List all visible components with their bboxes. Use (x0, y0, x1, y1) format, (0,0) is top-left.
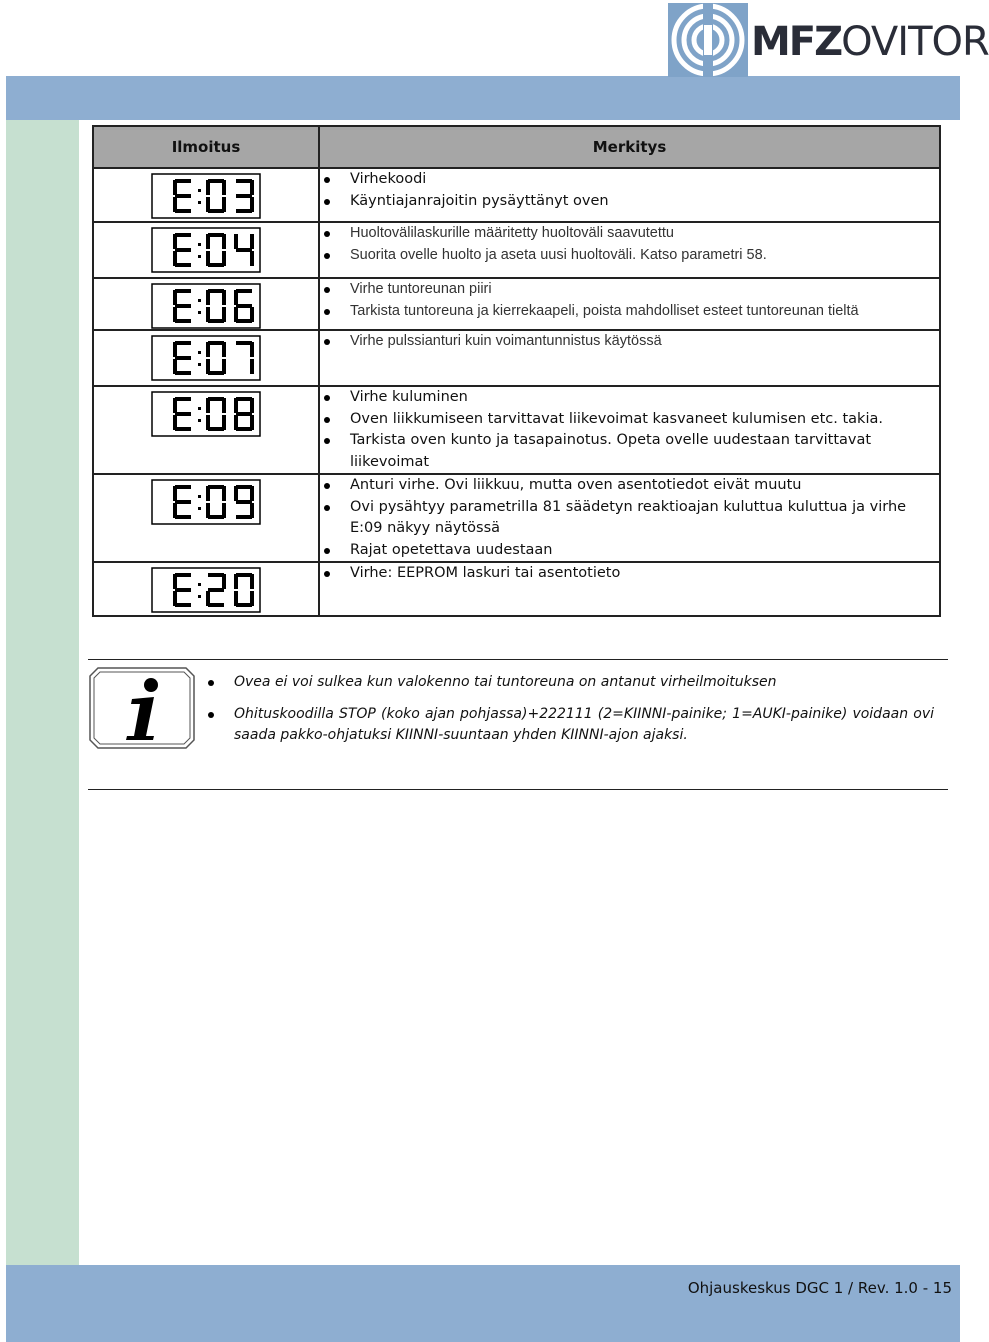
list-item: Tarkista tuntoreuna ja kierrekaapeli, poista mahdolliset esteet tuntoreunan tieltä (320, 301, 939, 323)
logo-mark-icon (668, 3, 748, 77)
seven-segment-display (151, 479, 261, 525)
list-item: Virhe tuntoreunan piiri (320, 279, 939, 301)
table-row (93, 222, 940, 278)
list-item: Tarkista oven kunto ja tasapainotus. Opeta ovelle uudestaan tarvittavat liikevoimat (320, 430, 939, 473)
header-code: Ilmoitus (93, 126, 319, 168)
list-item: Anturi virhe. Ovi liikkuu, mutta oven asentotiedot eivät muutu (320, 475, 939, 497)
logo-brand-thin: OVITOR (841, 19, 989, 65)
info-bottom-rule (88, 789, 948, 790)
meaning-cell (319, 474, 940, 562)
meaning-cell (319, 222, 940, 278)
info-icon (88, 666, 196, 750)
meaning-cell (319, 168, 940, 222)
list-item: Ovi pysähtyy parametrilla 81 säädetyn reaktioajan kuluttua kuluttua ja virhe E:09 näkyy näytössä (320, 497, 939, 540)
seven-segment-display (151, 335, 261, 381)
table-body (93, 168, 940, 616)
table-row (93, 562, 940, 616)
table-row (93, 330, 940, 386)
list-item: Huoltovälilaskurille määritetty huoltoväli saavutettu (320, 223, 939, 245)
bottom-color-band (6, 1265, 960, 1342)
code-cell (93, 474, 319, 562)
meaning-list (320, 563, 939, 585)
info-list (204, 672, 934, 757)
seven-segment-display (151, 283, 261, 329)
table-header-row (93, 126, 940, 168)
list-item: Suorita ovelle huolto ja aseta uusi huoltoväli. Katso parametri 58. (320, 245, 939, 267)
meaning-list (320, 331, 939, 353)
list-item: Virhe kuluminen (320, 387, 939, 409)
meaning-list (320, 387, 939, 473)
table-row (93, 474, 940, 562)
info-item: Ovea ei voi sulkea kun valokenno tai tuntoreuna on antanut virheilmoituksen (204, 672, 934, 693)
table-row (93, 386, 940, 474)
code-cell (93, 386, 319, 474)
table-row (93, 278, 940, 330)
list-item: Rajat opetettava uudestaan (320, 540, 939, 562)
code-cell (93, 222, 319, 278)
meaning-list (320, 475, 939, 561)
seven-segment-display (151, 567, 261, 613)
logo-wordmark (751, 19, 989, 65)
logo-brand: MFZ (751, 19, 842, 65)
code-cell (93, 168, 319, 222)
info-top-rule (88, 659, 948, 660)
table-row (93, 168, 940, 222)
code-cell (93, 330, 319, 386)
left-color-band (6, 76, 79, 1342)
meaning-cell (319, 562, 940, 616)
meaning-cell (319, 386, 940, 474)
top-color-band (6, 76, 960, 120)
company-logo (668, 3, 989, 77)
header-meaning: Merkitys (319, 126, 940, 168)
list-item: Virhekoodi (320, 169, 939, 191)
code-cell (93, 562, 319, 616)
info-item: Ohituskoodilla STOP (koko ajan pohjassa)+222111 (2=KIINNI-painike; 1=AUKI-painike) voidaan ovi saada pakko-ohjatuksi KIINNI-suuntaan yhden KIINNI-ajon ajaksi. (204, 704, 934, 746)
meaning-cell (319, 330, 940, 386)
code-cell (93, 278, 319, 330)
list-item: Virhe: EEPROM laskuri tai asentotieto (320, 563, 939, 585)
seven-segment-display (151, 173, 261, 219)
meaning-cell (319, 278, 940, 330)
error-code-table (92, 125, 941, 617)
meaning-list (320, 223, 939, 266)
seven-segment-display (151, 391, 261, 437)
list-item: Virhe pulssianturi kuin voimantunnistus käytössä (320, 331, 939, 353)
seven-segment-display (151, 227, 261, 273)
meaning-list (320, 279, 939, 322)
list-item: Käyntiajanrajoitin pysäyttänyt oven (320, 191, 939, 213)
meaning-list (320, 169, 939, 212)
list-item: Oven liikkumiseen tarvittavat liikevoimat kasvaneet kulumisen etc. takia. (320, 409, 939, 431)
footer-text: Ohjauskeskus DGC 1 / Rev. 1.0 - 15 (687, 1279, 952, 1297)
